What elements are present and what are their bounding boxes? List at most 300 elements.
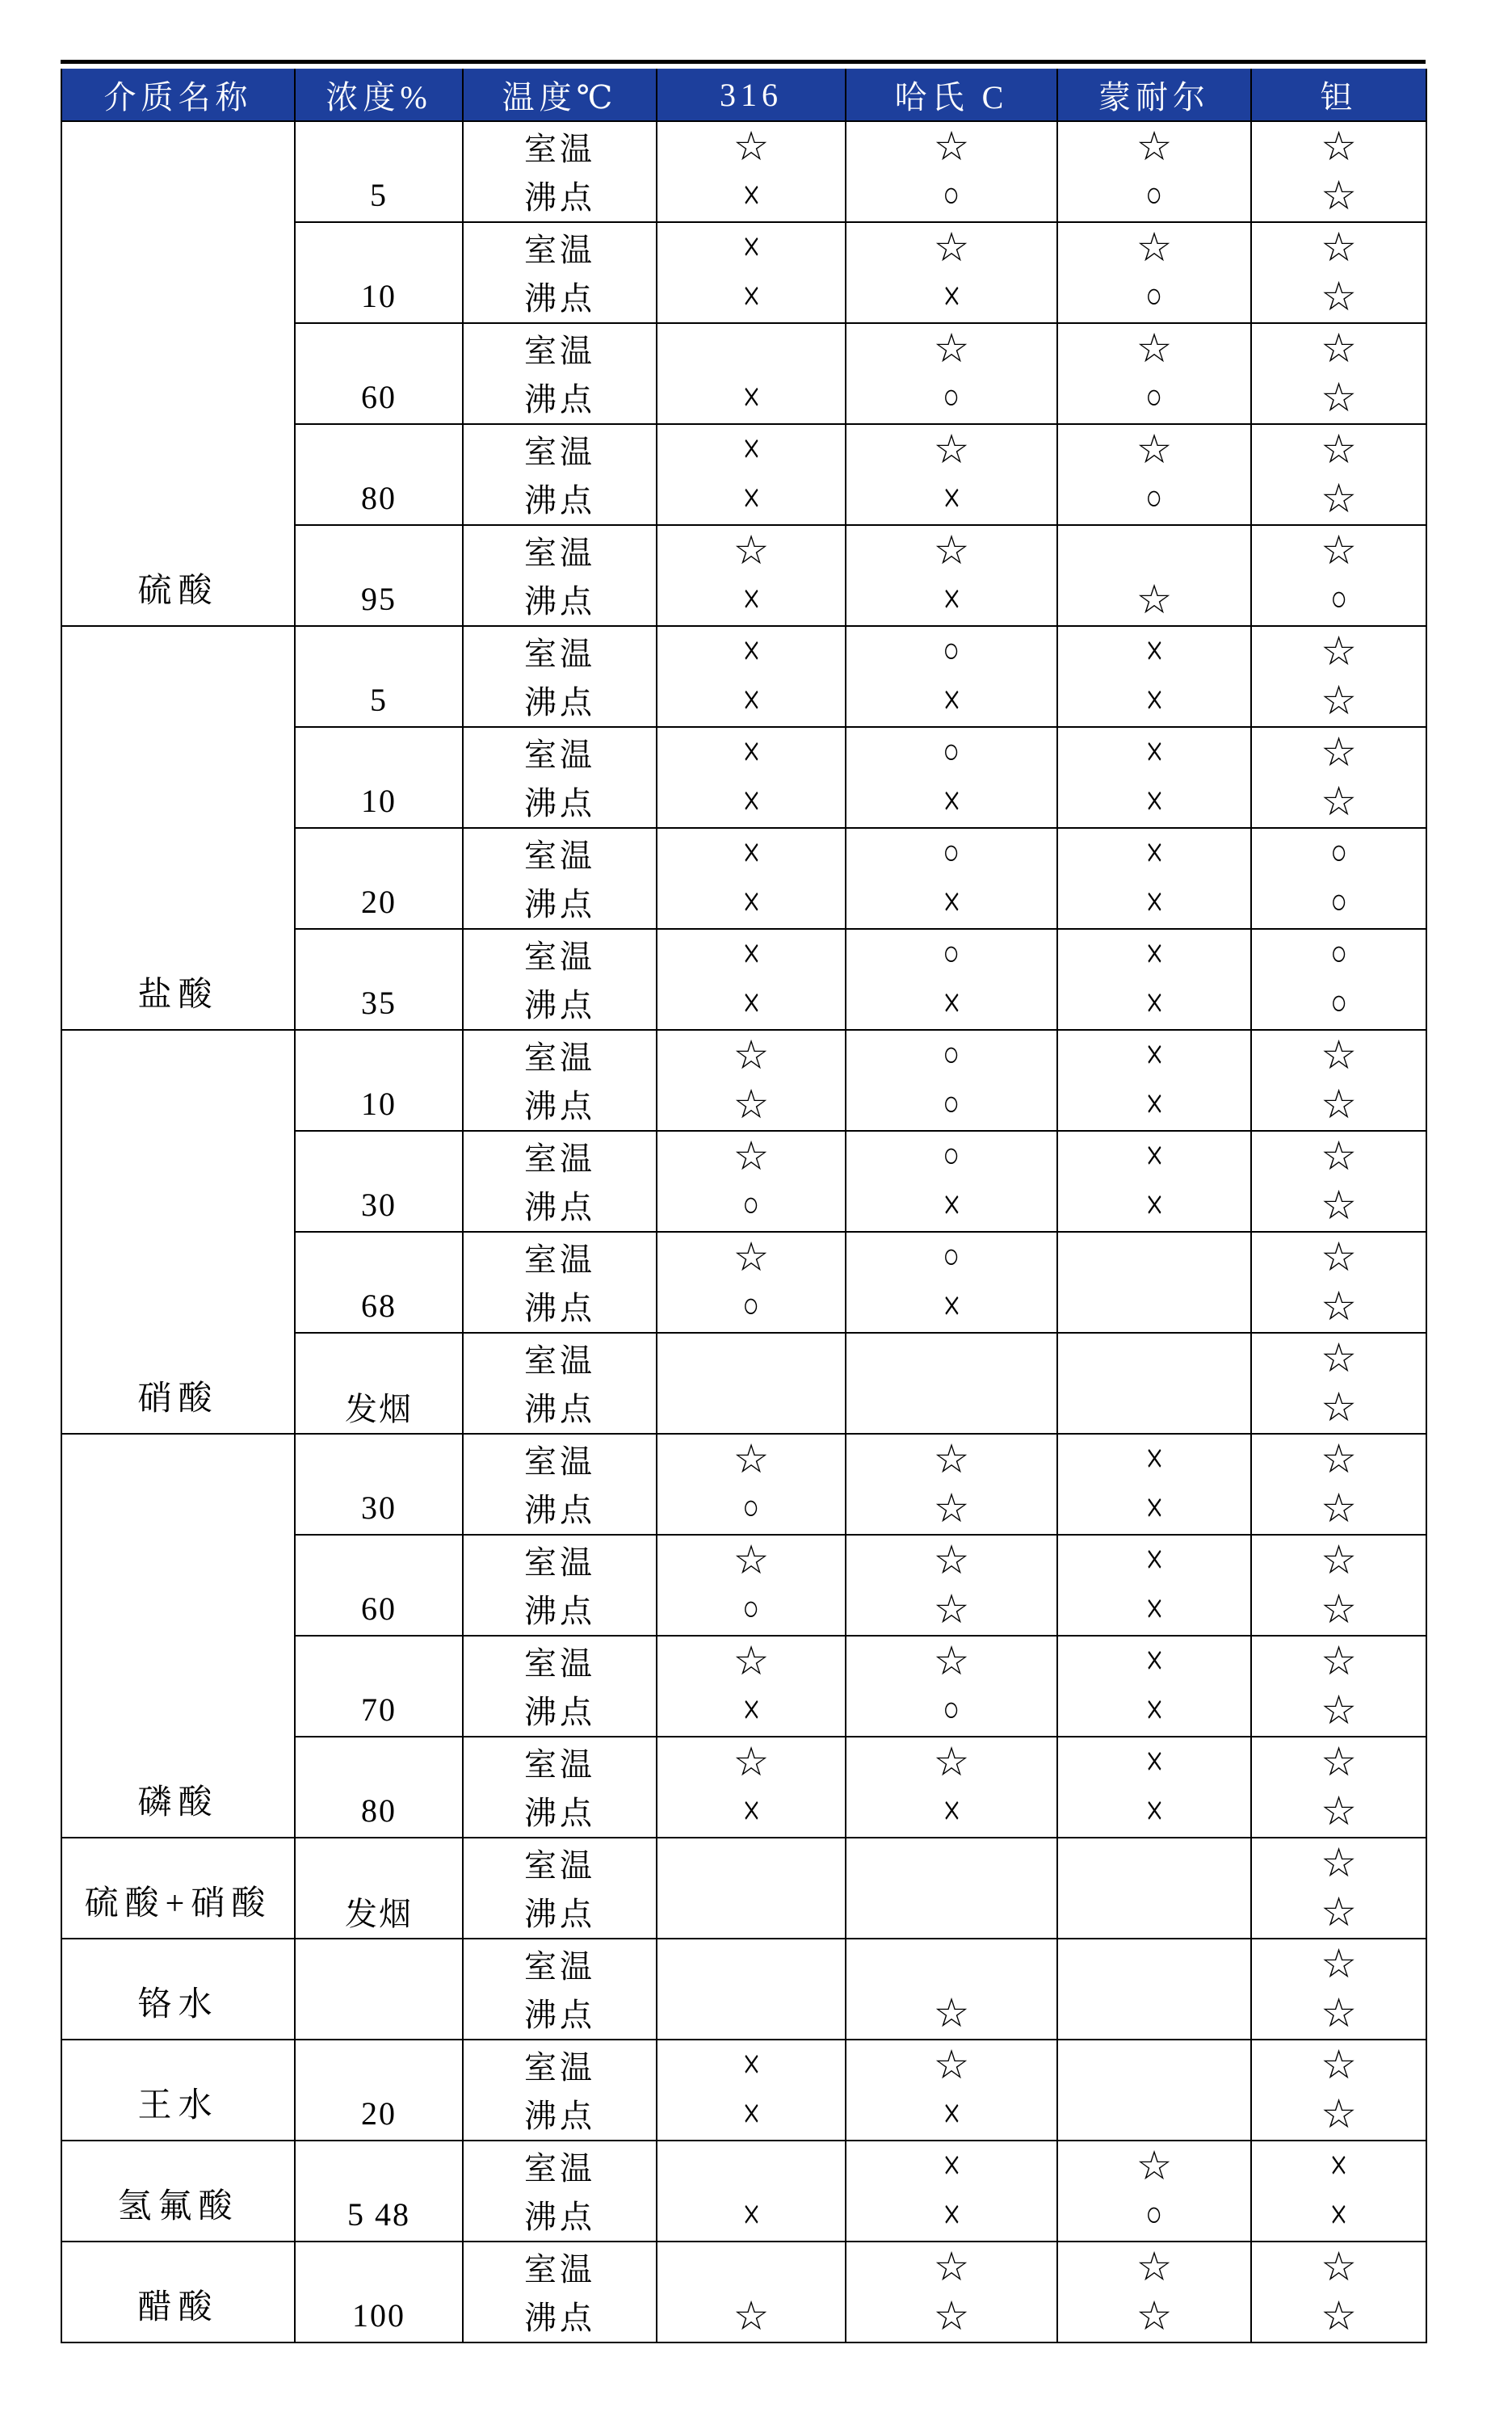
rating-cell-hastelloy-c: [846, 929, 1057, 1030]
rating-circle-icon: ○: [943, 377, 960, 417]
rating-cross-icon: ×: [1144, 928, 1164, 979]
rating-cell-316: [657, 929, 846, 1030]
rating-star-icon: ☆: [1136, 225, 1173, 271]
temp-cell: [463, 1636, 657, 1737]
temp-boil-label: 沸点: [524, 583, 595, 620]
rating-cell-hastelloy-c: [846, 323, 1057, 424]
temp-boil-label: 沸点: [524, 1896, 595, 1933]
rating-cross-icon: ×: [1144, 1130, 1164, 1181]
rating-cell-316: [657, 626, 846, 727]
rating-cross-icon: ×: [942, 674, 961, 725]
rating-cell-tantalum: [1251, 929, 1426, 1030]
rating-cell-monel: [1057, 1030, 1251, 1131]
rating-cell-tantalum: [1251, 1131, 1426, 1232]
rating-star-icon: ☆: [1321, 1840, 1357, 1886]
rating-circle-icon: ○: [943, 935, 960, 974]
rating-circle-icon: ○: [943, 1137, 960, 1176]
rating-cross-icon: ×: [942, 472, 961, 523]
rating-cross-icon: ×: [741, 726, 761, 777]
table-row: [61, 1434, 1426, 1535]
temp-boil-label: 沸点: [524, 1189, 595, 1226]
rating-circle-icon: ○: [1145, 2195, 1163, 2234]
concentration-value: 70: [361, 1691, 397, 1729]
rating-cell-316: [657, 1434, 846, 1535]
rating-cross-icon: ×: [741, 169, 761, 221]
rating-star-icon: ☆: [1321, 1283, 1357, 1329]
temp-room-label: 室温: [524, 1140, 595, 1177]
temp-room-label: 室温: [524, 2250, 595, 2288]
rating-cross-icon: ×: [1144, 1784, 1164, 1836]
rating-circle-icon: ○: [742, 1589, 760, 1628]
temp-cell: [463, 525, 657, 626]
temp-room-label: 室温: [524, 534, 595, 571]
rating-cell-316: [657, 1333, 846, 1434]
table-row: [61, 1838, 1426, 1939]
concentration-value: 20: [361, 2095, 397, 2132]
rating-cross-icon: ×: [1144, 1029, 1164, 1080]
temp-boil-label: 沸点: [524, 2300, 595, 2337]
rating-star-icon: ☆: [733, 1638, 770, 1684]
rating-cell-hastelloy-c: [846, 2141, 1057, 2242]
concentration-value: 60: [361, 1590, 397, 1628]
temp-cell: [463, 323, 657, 424]
rating-star-icon: ☆: [1321, 225, 1357, 271]
rating-cross-icon: ×: [942, 270, 961, 321]
rating-cell-hastelloy-c: [846, 1232, 1057, 1333]
table-top-rule: [61, 60, 1426, 64]
temp-room-label: 室温: [524, 433, 595, 470]
rating-cell-hastelloy-c: [846, 424, 1057, 525]
rating-star-icon: ☆: [733, 1436, 770, 1482]
rating-star-icon: ☆: [733, 1133, 770, 1179]
concentration-cell: [295, 525, 463, 626]
temp-boil-label: 沸点: [524, 2098, 595, 2135]
rating-cell-tantalum: [1251, 1838, 1426, 1939]
temp-cell: [463, 1939, 657, 2040]
temp-room-label: 室温: [524, 938, 595, 975]
rating-cross-icon: ×: [741, 472, 761, 523]
corrosion-table-wrap: [61, 60, 1426, 2343]
rating-cell-tantalum: [1251, 222, 1426, 323]
rating-star-icon: ☆: [1321, 2292, 1357, 2338]
rating-star-icon: ☆: [1321, 2042, 1357, 2088]
rating-star-icon: ☆: [1136, 124, 1173, 170]
rating-cell-316: [657, 1535, 846, 1636]
media-cell: 硫酸+硝酸: [61, 1838, 295, 1939]
rating-cross-icon: ×: [741, 270, 761, 321]
rating-star-icon: ☆: [1321, 1941, 1357, 1987]
rating-star-icon: ☆: [1136, 426, 1173, 473]
rating-cell-hastelloy-c: [846, 2040, 1057, 2141]
concentration-cell: [295, 2242, 463, 2342]
rating-star-icon: ☆: [733, 1234, 770, 1280]
rating-circle-icon: ○: [943, 834, 960, 873]
temp-cell: [463, 1838, 657, 1939]
table-row: [61, 2141, 1426, 2242]
concentration-value: 发烟: [345, 1896, 413, 1933]
rating-cross-icon: ×: [1144, 674, 1164, 725]
rating-star-icon: ☆: [1136, 2244, 1173, 2290]
header-cell: 哈氏 C: [846, 69, 1057, 121]
rating-cell-monel: [1057, 1333, 1251, 1434]
rating-cell-monel: [1057, 2242, 1251, 2342]
rating-circle-icon: ○: [1330, 834, 1347, 873]
rating-star-icon: ☆: [733, 1032, 770, 1078]
rating-star-icon: ☆: [933, 2244, 970, 2290]
rating-cross-icon: ×: [1144, 1534, 1164, 1585]
temp-cell: [463, 1131, 657, 1232]
rating-cell-tantalum: [1251, 1737, 1426, 1838]
temp-cell: [463, 2040, 657, 2141]
rating-cell-tantalum: [1251, 1232, 1426, 1333]
rating-cross-icon: ×: [942, 977, 961, 1028]
rating-cross-icon: ×: [942, 775, 961, 826]
rating-star-icon: ☆: [1321, 1739, 1357, 1785]
table-row: [61, 2040, 1426, 2141]
rating-cross-icon: ×: [741, 573, 761, 624]
rating-cell-hastelloy-c: [846, 2242, 1057, 2342]
temp-room-label: 室温: [524, 837, 595, 874]
rating-star-icon: ☆: [933, 1586, 970, 1632]
temp-room-label: 室温: [524, 2048, 595, 2086]
concentration-value: 30: [361, 1187, 397, 1224]
concentration-cell: [295, 2141, 463, 2242]
rating-cell-tantalum: [1251, 1030, 1426, 1131]
temp-room-label: 室温: [524, 130, 595, 167]
rating-star-icon: ☆: [1136, 576, 1173, 622]
media-cell: 磷酸: [61, 1434, 295, 1838]
rating-star-icon: ☆: [933, 1485, 970, 1531]
rating-cell-316: [657, 2141, 846, 2242]
table-row: [61, 121, 1426, 222]
rating-cell-hastelloy-c: [846, 121, 1057, 222]
temp-room-label: 室温: [524, 1443, 595, 1480]
concentration-cell: [295, 929, 463, 1030]
temp-cell: [463, 1030, 657, 1131]
rating-cell-hastelloy-c: [846, 525, 1057, 626]
concentration-cell: [295, 2040, 463, 2141]
rating-cross-icon: ×: [1144, 977, 1164, 1028]
rating-circle-icon: ○: [943, 1690, 960, 1729]
rating-cell-316: [657, 1939, 846, 2040]
rating-cell-316: [657, 2242, 846, 2342]
rating-cross-icon: ×: [942, 1784, 961, 1836]
table-row: [61, 1939, 1426, 2040]
rating-star-icon: ☆: [1321, 426, 1357, 473]
concentration-cell: [295, 1333, 463, 1434]
concentration-cell: [295, 1535, 463, 1636]
media-cell: 王水: [61, 2040, 295, 2141]
rating-cross-icon: ×: [1144, 1179, 1164, 1230]
rating-cell-hastelloy-c: [846, 1131, 1057, 1232]
concentration-cell: [295, 323, 463, 424]
temp-room-label: 室温: [524, 1746, 595, 1783]
temp-room-label: 室温: [524, 332, 595, 369]
concentration-value: 发烟: [345, 1391, 413, 1428]
rating-star-icon: ☆: [1321, 1234, 1357, 1280]
concentration-value: 60: [361, 379, 397, 416]
temp-cell: [463, 2242, 657, 2342]
rating-cross-icon: ×: [741, 371, 761, 422]
rating-cross-icon: ×: [741, 827, 761, 878]
rating-cross-icon: ×: [1144, 1481, 1164, 1533]
rating-cell-316: [657, 1838, 846, 1939]
rating-star-icon: ☆: [1136, 2292, 1173, 2338]
rating-star-icon: ☆: [933, 2292, 970, 2338]
media-cell: 硫酸: [61, 121, 295, 626]
rating-cross-icon: ×: [741, 674, 761, 725]
rating-cell-monel: [1057, 1636, 1251, 1737]
rating-star-icon: ☆: [933, 1638, 970, 1684]
temp-boil-label: 沸点: [524, 1795, 595, 1832]
concentration-value: 10: [361, 1086, 397, 1123]
rating-cell-316: [657, 323, 846, 424]
rating-cell-tantalum: [1251, 727, 1426, 828]
temp-boil-label: 沸点: [524, 381, 595, 418]
temp-boil-label: 沸点: [524, 1391, 595, 1428]
table-row: [61, 2242, 1426, 2342]
rating-star-icon: ☆: [1321, 1182, 1357, 1228]
rating-circle-icon: ○: [943, 1237, 960, 1277]
temp-room-label: 室温: [524, 1645, 595, 1682]
temp-cell: [463, 626, 657, 727]
rating-cross-icon: ×: [942, 573, 961, 624]
rating-circle-icon: ○: [943, 1084, 960, 1124]
rating-cell-monel: [1057, 828, 1251, 929]
rating-circle-icon: ○: [742, 1286, 760, 1326]
rating-cell-monel: [1057, 1737, 1251, 1838]
rating-cell-tantalum: [1251, 121, 1426, 222]
rating-star-icon: ☆: [1321, 527, 1357, 574]
rating-star-icon: ☆: [933, 1537, 970, 1583]
rating-star-icon: ☆: [1321, 1788, 1357, 1834]
concentration-cell: [295, 222, 463, 323]
rating-star-icon: ☆: [1321, 1384, 1357, 1430]
concentration-cell: [295, 1838, 463, 1939]
temp-boil-label: 沸点: [524, 684, 595, 721]
rating-cross-icon: ×: [1144, 726, 1164, 777]
rating-cell-monel: [1057, 424, 1251, 525]
rating-cell-monel: [1057, 1838, 1251, 1939]
rating-cross-icon: ×: [1144, 876, 1164, 927]
temp-room-label: 室温: [524, 1847, 595, 1884]
rating-circle-icon: ○: [742, 1488, 760, 1527]
rating-cross-icon: ×: [1144, 1683, 1164, 1735]
header-cell: 浓度%: [295, 69, 463, 121]
rating-cell-316: [657, 1030, 846, 1131]
temp-room-label: 室温: [524, 635, 595, 672]
rating-cell-316: [657, 828, 846, 929]
rating-cell-tantalum: [1251, 828, 1426, 929]
rating-star-icon: ☆: [933, 2042, 970, 2088]
rating-cell-tantalum: [1251, 1636, 1426, 1737]
rating-star-icon: ☆: [1321, 677, 1357, 723]
rating-cross-icon: ×: [942, 876, 961, 927]
rating-cell-monel: [1057, 626, 1251, 727]
table-row: [61, 626, 1426, 727]
rating-star-icon: ☆: [1321, 172, 1357, 218]
temp-boil-label: 沸点: [524, 280, 595, 317]
header-cell: 蒙耐尔: [1057, 69, 1251, 121]
rating-cell-316: [657, 424, 846, 525]
rating-circle-icon: ○: [943, 733, 960, 772]
media-cell: 硝酸: [61, 1030, 295, 1434]
rating-cell-monel: [1057, 323, 1251, 424]
rating-cell-tantalum: [1251, 1434, 1426, 1535]
rating-star-icon: ☆: [733, 527, 770, 574]
concentration-value: 30: [361, 1490, 397, 1527]
temp-cell: [463, 1737, 657, 1838]
temp-room-label: 室温: [524, 1544, 595, 1581]
rating-cell-tantalum: [1251, 2242, 1426, 2342]
temp-room-label: 室温: [524, 736, 595, 773]
rating-star-icon: ☆: [933, 1990, 970, 2036]
rating-star-icon: ☆: [1321, 1436, 1357, 1482]
rating-star-icon: ☆: [1321, 1032, 1357, 1078]
concentration-cell: [295, 1030, 463, 1131]
temp-cell: [463, 2141, 657, 2242]
rating-star-icon: ☆: [1321, 1537, 1357, 1583]
temp-boil-label: 沸点: [524, 1694, 595, 1731]
rating-cell-monel: [1057, 525, 1251, 626]
rating-star-icon: ☆: [933, 326, 970, 372]
rating-cell-monel: [1057, 929, 1251, 1030]
rating-cell-hastelloy-c: [846, 1535, 1057, 1636]
rating-star-icon: ☆: [1321, 628, 1357, 674]
temp-boil-label: 沸点: [524, 886, 595, 923]
concentration-cell: [295, 1636, 463, 1737]
rating-cross-icon: ×: [741, 1784, 761, 1836]
rating-star-icon: ☆: [1321, 1081, 1357, 1127]
rating-circle-icon: ○: [1330, 983, 1347, 1023]
temp-room-label: 室温: [524, 1342, 595, 1379]
rating-circle-icon: ○: [1145, 175, 1163, 215]
rating-cell-monel: [1057, 1939, 1251, 2040]
rating-cross-icon: ×: [1329, 2140, 1348, 2191]
rating-star-icon: ☆: [1321, 326, 1357, 372]
rating-circle-icon: ○: [943, 632, 960, 671]
temp-cell: [463, 222, 657, 323]
rating-cross-icon: ×: [741, 928, 761, 979]
temp-boil-label: 沸点: [524, 2199, 595, 2236]
concentration-value: 80: [361, 1792, 397, 1830]
rating-star-icon: ☆: [1321, 1687, 1357, 1733]
rating-cell-316: [657, 1737, 846, 1838]
rating-cell-monel: [1057, 727, 1251, 828]
rating-cross-icon: ×: [741, 423, 761, 474]
media-cell: 醋酸: [61, 2242, 295, 2342]
concentration-cell: [295, 1232, 463, 1333]
rating-star-icon: ☆: [933, 426, 970, 473]
rating-star-icon: ☆: [1321, 778, 1357, 824]
rating-circle-icon: ○: [1330, 882, 1347, 922]
rating-star-icon: ☆: [733, 124, 770, 170]
temp-boil-label: 沸点: [524, 1088, 595, 1125]
rating-cross-icon: ×: [1144, 1433, 1164, 1484]
rating-cell-316: [657, 1131, 846, 1232]
rating-cross-icon: ×: [741, 221, 761, 272]
rating-cell-monel: [1057, 2141, 1251, 2242]
rating-cross-icon: ×: [1144, 1635, 1164, 1686]
concentration-value: 5 48: [347, 2196, 410, 2233]
rating-cell-316: [657, 1636, 846, 1737]
media-cell: 铬水: [61, 1939, 295, 2040]
rating-star-icon: ☆: [1321, 273, 1357, 319]
rating-star-icon: ☆: [1321, 1133, 1357, 1179]
rating-cross-icon: ×: [1329, 2188, 1348, 2240]
rating-cell-316: [657, 222, 846, 323]
rating-circle-icon: ○: [1145, 377, 1163, 417]
rating-circle-icon: ○: [943, 1036, 960, 1075]
rating-star-icon: ☆: [733, 2292, 770, 2338]
rating-cell-hastelloy-c: [846, 828, 1057, 929]
rating-cell-monel: [1057, 1434, 1251, 1535]
header-cell: 316: [657, 69, 846, 121]
rating-cross-icon: ×: [741, 977, 761, 1028]
rating-cell-316: [657, 121, 846, 222]
rating-cell-hastelloy-c: [846, 727, 1057, 828]
rating-cell-tantalum: [1251, 525, 1426, 626]
temp-boil-label: 沸点: [524, 482, 595, 519]
rating-star-icon: ☆: [933, 527, 970, 574]
concentration-value: 20: [361, 884, 397, 921]
rating-cross-icon: ×: [1144, 827, 1164, 878]
concentration-cell: [295, 424, 463, 525]
rating-star-icon: ☆: [1321, 1335, 1357, 1381]
temp-boil-label: 沸点: [524, 1290, 595, 1327]
rating-cell-hastelloy-c: [846, 1333, 1057, 1434]
rating-cell-hastelloy-c: [846, 1636, 1057, 1737]
rating-circle-icon: ○: [1145, 276, 1163, 316]
temp-room-label: 室温: [524, 1241, 595, 1278]
rating-cross-icon: ×: [741, 2039, 761, 2090]
temp-boil-label: 沸点: [524, 179, 595, 216]
rating-cell-tantalum: [1251, 424, 1426, 525]
rating-cell-hastelloy-c: [846, 1838, 1057, 1939]
rating-cross-icon: ×: [942, 2188, 961, 2240]
rating-star-icon: ☆: [1321, 124, 1357, 170]
rating-cell-monel: [1057, 222, 1251, 323]
rating-cross-icon: ×: [942, 2140, 961, 2191]
rating-cell-316: [657, 525, 846, 626]
rating-cell-hastelloy-c: [846, 1434, 1057, 1535]
rating-cross-icon: ×: [741, 2087, 761, 2139]
rating-cell-tantalum: [1251, 1333, 1426, 1434]
temp-cell: [463, 727, 657, 828]
rating-cross-icon: ×: [1144, 1582, 1164, 1634]
temp-room-label: 室温: [524, 1039, 595, 1076]
rating-star-icon: ☆: [1136, 326, 1173, 372]
rating-cross-icon: ×: [942, 2087, 961, 2139]
table-body: [61, 121, 1426, 2342]
rating-cross-icon: ×: [1144, 1078, 1164, 1129]
rating-star-icon: ☆: [933, 1436, 970, 1482]
rating-star-icon: ☆: [1321, 1638, 1357, 1684]
concentration-cell: [295, 1737, 463, 1838]
header-row: [61, 69, 1426, 121]
rating-cell-tantalum: [1251, 2141, 1426, 2242]
rating-star-icon: ☆: [1321, 475, 1357, 521]
rating-star-icon: ☆: [1321, 1990, 1357, 2036]
rating-cross-icon: ×: [1144, 625, 1164, 676]
concentration-cell: [295, 1939, 463, 2040]
rating-star-icon: ☆: [733, 1739, 770, 1785]
rating-cell-316: [657, 1232, 846, 1333]
rating-cell-monel: [1057, 121, 1251, 222]
rating-star-icon: ☆: [733, 1081, 770, 1127]
table-row: [61, 1030, 1426, 1131]
rating-cell-hastelloy-c: [846, 1030, 1057, 1131]
